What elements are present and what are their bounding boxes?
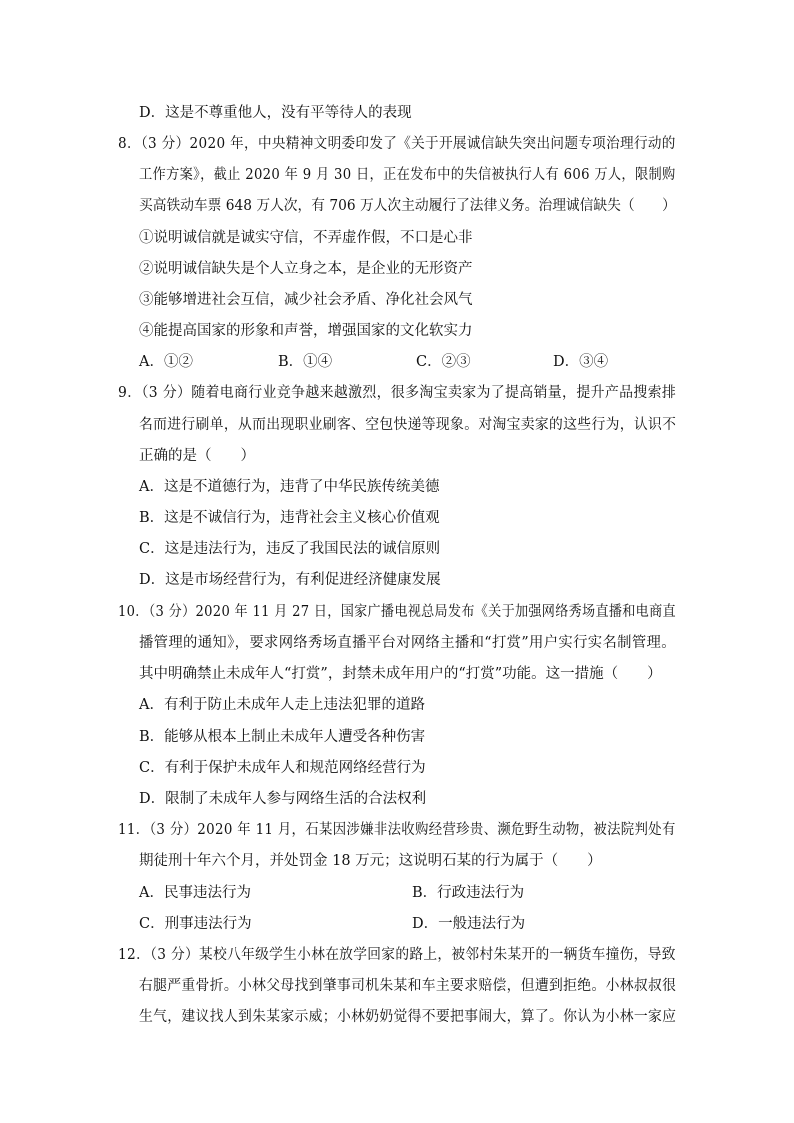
q10-stem-line-3: 其中明确禁止未成年人“打赏”，封禁未成年用户的“打赏”功能。这一措施（ ）: [139, 666, 662, 682]
q10-stem-line-1: 10．（3 分）2020 年 11 月 27 日，国家广播电视总局发布《关于加强网络秀场直播和电商直: [118, 604, 676, 620]
q9-stem-line-1: 9．（3 分）随着电商行业竞争越来越激烈，很多淘宝卖家为了提高销量，提升产品搜索排: [118, 385, 677, 401]
q12-stem-line-1: 12．（3 分）某校八年级学生小林在放学回家的路上，被邻村朱某开的一辆货车撞伤，导致: [118, 947, 676, 963]
q12-stem-line-2: 右腿严重骨折。小林父母找到肇事司机朱某和车主要求赔偿，但遭到拒绝。小林叔叔很: [139, 978, 677, 994]
q8-statement-3: ③能够增进社会互信，减少社会矛盾、净化社会风气: [139, 292, 473, 308]
q11-option-c: C．刑事违法行为: [139, 916, 252, 932]
q9-option-c: C．这是违法行为，违反了我国民法的诚信原则: [139, 541, 441, 557]
q8-option-a: A．①②: [139, 354, 193, 370]
q11-option-b: B．行政违法行为: [412, 885, 525, 901]
q8-option-b: B．①④: [278, 354, 333, 370]
q10-stem-line-2: 播管理的通知》，要求网络秀场直播平台对网络主播和“打赏”用户实行实名制管理。: [139, 635, 676, 651]
q11-stem-line-1: 11．（3 分）2020 年 11 月，石某因涉嫌非法收购经营珍贵、濒危野生动物，被法院判处有: [118, 822, 676, 838]
q9-option-a: A．这是不道德行为，违背了中华民族传统美德: [139, 479, 440, 495]
q11-option-d: D．一般违法行为: [412, 916, 526, 932]
q9-option-b: B．这是不诚信行为，违背社会主义核心价值观: [139, 510, 440, 526]
q8-option-d: D．③④: [553, 354, 609, 370]
q11-option-a: A．民事违法行为: [139, 885, 251, 901]
q10-option-d: D．限制了未成年人参与网络生活的合法权利: [139, 791, 427, 807]
q10-option-a: A．有利于防止未成年人走上违法犯罪的道路: [139, 697, 425, 713]
q11-stem-line-2: 期徒刑十年六个月，并处罚金 18 万元；这说明石某的行为属于（ ）: [139, 853, 602, 869]
q8-stem-line-3: 买高铁动车票 648 万人次，有 706 万人次主动履行了法律义务。治理诚信缺失（ ）: [139, 198, 676, 214]
q8-stem-line-2: 工作方案》，截止 2020 年 9 月 30 日，正在发布中的失信被执行人有 606 万人，限制购: [139, 167, 676, 183]
q8-option-c: C．②③: [416, 354, 471, 370]
q9-option-d: D．这是市场经营行为，有利促进经济健康发展: [139, 572, 441, 588]
q10-option-c: C．有利于保护未成年人和规范网络经营行为: [139, 760, 426, 776]
q8-statement-2: ②说明诚信缺失是个人立身之本，是企业的无形资产: [139, 261, 473, 277]
q9-stem-line-3: 正确的是（ ）: [139, 448, 255, 464]
q12-stem-line-3: 生气，建议找人到朱某家示威；小林奶奶觉得不要把事闹大，算了。你认为小林一家应: [139, 1009, 677, 1025]
q9-stem-line-2: 名而进行刷单，从而出现职业刷客、空包快递等现象。对淘宝卖家的这些行为，认识不: [139, 417, 677, 433]
q8-statement-4: ④能提高国家的形象和声誉，增强国家的文化软实力: [139, 323, 473, 339]
q8-statement-1: ①说明诚信就是诚实守信，不弄虚作假，不口是心非: [139, 230, 473, 246]
q7-option-d: D．这是不尊重他人，没有平等待人的表现: [139, 105, 412, 121]
q10-option-b: B．能够从根本上制止未成年人遭受各种伤害: [139, 729, 426, 745]
q8-stem-line-1: 8．（3 分）2020 年，中央精神文明委印发了《关于开展诚信缺失突出问题专项治理行动的: [118, 136, 676, 152]
